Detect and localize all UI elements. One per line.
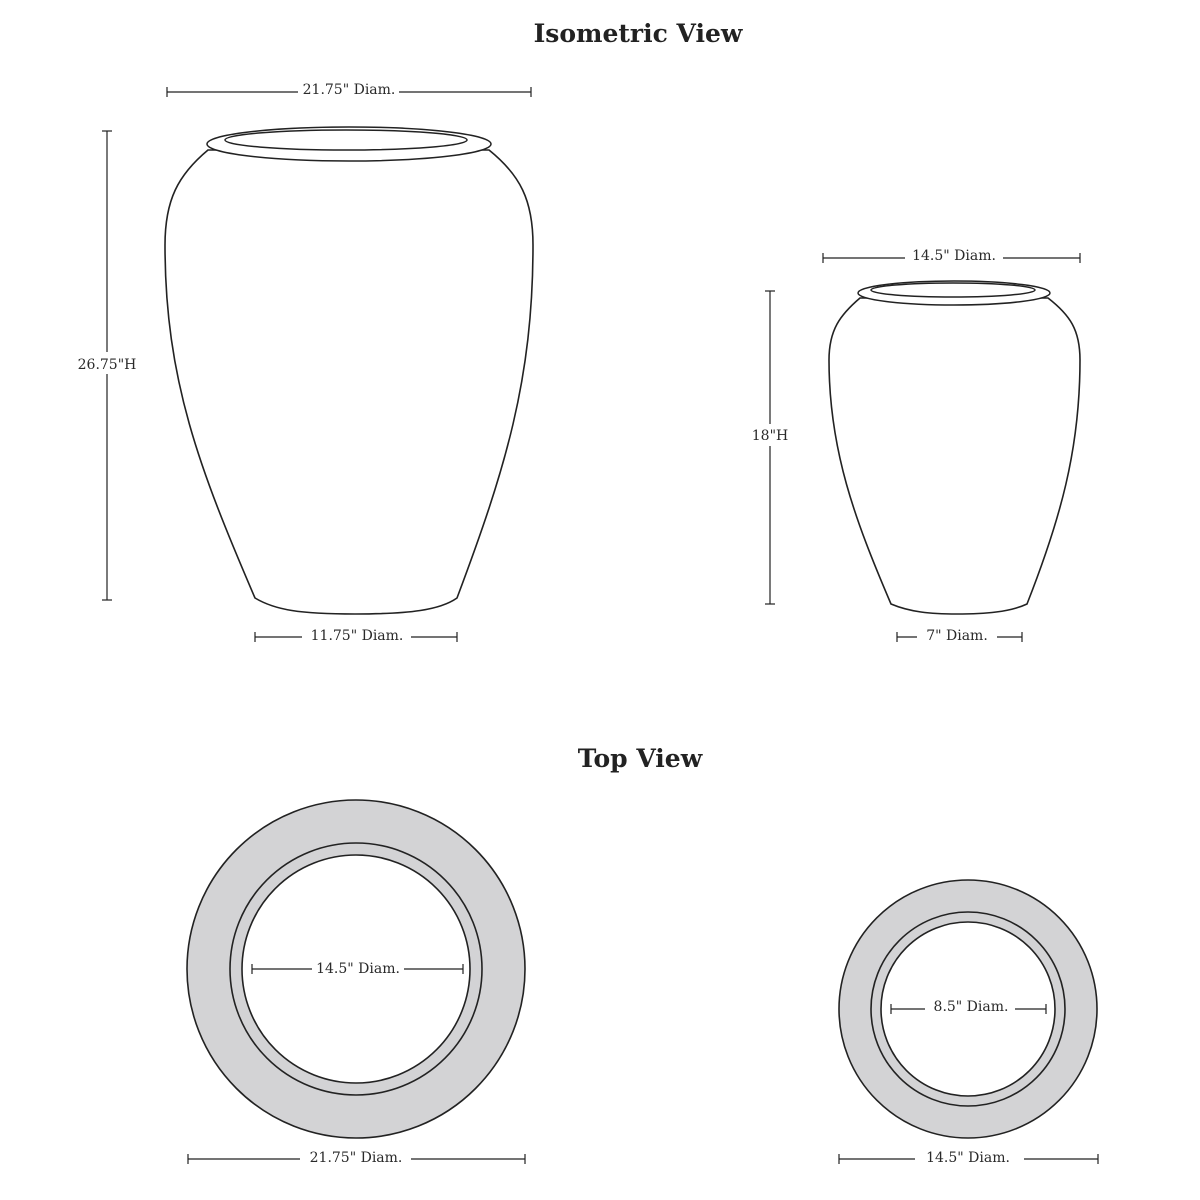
large-height-dimension [78, 131, 137, 600]
small-planter-top-view [839, 880, 1097, 1138]
small-top-view-inner-diameter-label: 8.5" Diam. [933, 999, 1009, 1015]
small-top-view-outer-dimension [839, 1150, 1098, 1166]
top-view-heading: Top View [577, 744, 703, 773]
small-bottom-diameter-dimension [897, 628, 1022, 644]
small-height-label: 18"H [751, 428, 789, 444]
large-height-label: 26.75"H [77, 357, 137, 373]
large-planter-top-view [187, 800, 525, 1138]
large-planter-body [165, 150, 533, 614]
small-planter-body [829, 298, 1080, 614]
small-height-dimension [752, 291, 788, 604]
small-bottom-diameter-label: 7" Diam. [926, 628, 988, 644]
small-planter-isometric [829, 281, 1080, 614]
large-planter-isometric [165, 127, 533, 614]
isometric-view-heading: Isometric View [533, 19, 743, 48]
small-top-diameter-dimension [823, 248, 1080, 264]
small-top-diameter-label: 14.5" Diam. [912, 248, 996, 264]
large-top-diameter-label: 21.75" Diam. [302, 82, 396, 98]
large-top-view-outer-dimension [188, 1150, 525, 1166]
large-top-view-inner-diameter-label: 14.5" Diam. [316, 961, 400, 977]
large-bottom-diameter-dimension [255, 628, 457, 644]
large-top-view-outer-diameter-label: 21.75" Diam. [309, 1150, 403, 1166]
small-top-view-outer-diameter-label: 14.5" Diam. [926, 1150, 1010, 1166]
large-top-diameter-dimension [167, 82, 531, 98]
large-bottom-diameter-label: 11.75" Diam. [310, 628, 404, 644]
large-planter-rim-inner [225, 130, 467, 150]
small-planter-rim-inner [871, 283, 1035, 297]
